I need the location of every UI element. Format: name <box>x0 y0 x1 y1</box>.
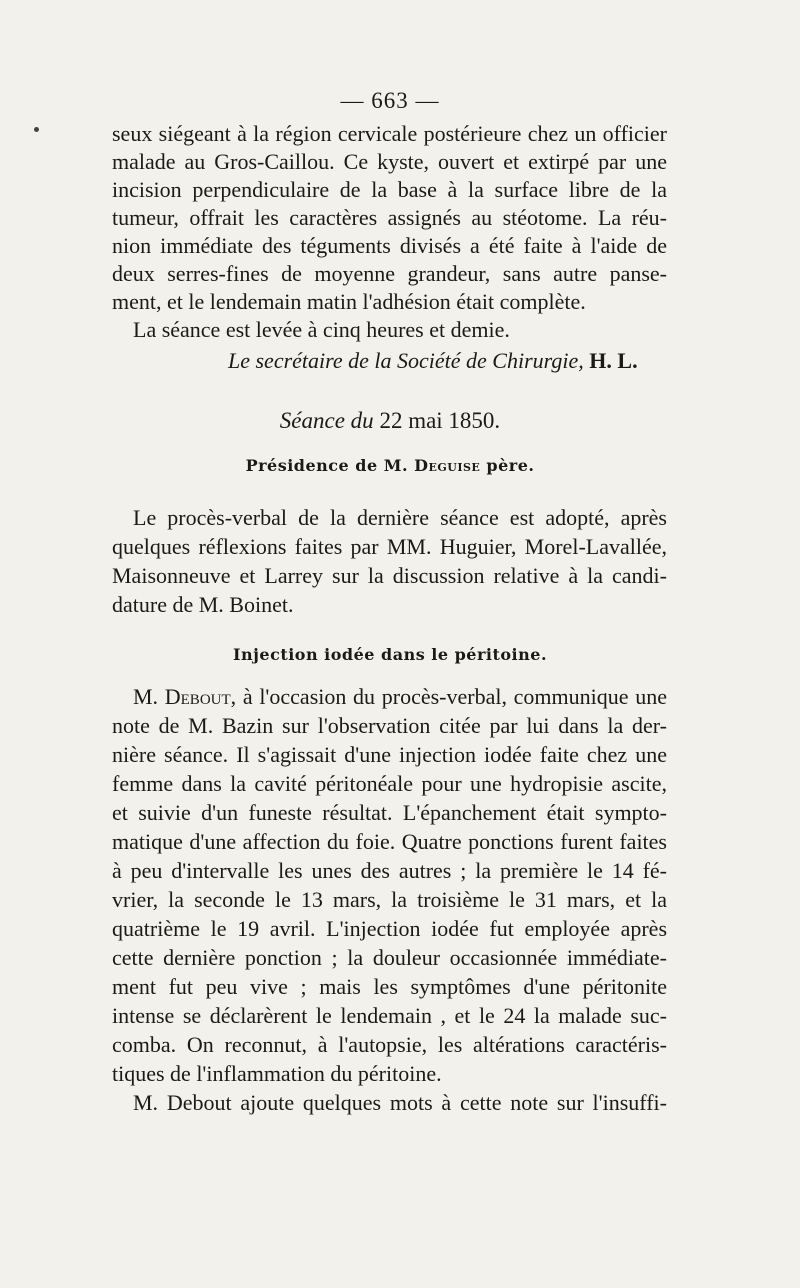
paragraph-line: incision perpendiculaire de la base à la surface libre de la <box>112 177 667 202</box>
page-number: — 663 — <box>340 88 440 113</box>
presidency-prefix: Présidence de <box>245 456 378 475</box>
paragraph-line: tumeur, offrait les caractères assignés au stéotome. La réu- <box>112 205 667 230</box>
presidency-name: M. Deguise <box>383 456 481 475</box>
paragraph-line: cette dernière ponction ; la douleur occasionnée immédiate- <box>112 945 667 970</box>
signature-initials: H. L. <box>589 348 638 373</box>
paragraph-line: nion immédiate des téguments divisés a été faite à l'aide de <box>112 233 667 258</box>
paragraph-line: à peu d'intervalle les unes des autres ; la première le 14 fé- <box>112 858 667 883</box>
paragraph-line: deux serres-fines de moyenne grandeur, sans autre panse- <box>112 261 667 286</box>
paragraph-line: tiques de l'inflammation du péritoine. <box>112 1061 442 1086</box>
signature <box>228 347 638 375</box>
paragraph-line: vrier, la seconde le 13 mars, la troisième le 31 mars, et la <box>112 887 667 912</box>
paragraph-line: Maisonneuve et Larrey sur la discussion relative à la candi- <box>112 563 667 588</box>
section-heading: Injection iodée dans le péritoine. <box>232 645 548 664</box>
paragraph-line: note de M. Bazin sur l'observation citée par lui dans la der- <box>112 713 667 738</box>
paragraph-line: ment, et le lendemain matin l'adhésion était complète. <box>112 289 586 314</box>
paragraph-line: dature de M. Boinet. <box>112 592 294 617</box>
speaker-name: M. Debout <box>133 684 231 709</box>
presidency-line <box>0 452 780 480</box>
session-date: 22 mai 1850. <box>379 408 501 433</box>
closing-line: La séance est levée à cinq heures et demie. <box>133 317 510 342</box>
paragraph-line: nière séance. Il s'agissait d'une injection iodée faite chez une <box>112 742 667 767</box>
paragraph-text: , à l'occasion du procès-verbal, communique une <box>230 684 667 709</box>
paragraph-line: Le procès-verbal de la dernière séance est adopté, après <box>133 505 667 530</box>
paragraph-line: quelques réflexions faites par MM. Huguier, Morel-Lavallée, <box>112 534 667 559</box>
paragraph-line: quatrième le 19 avril. L'injection iodée fut employée après <box>112 916 667 941</box>
paragraph-line: seux siégeant à la région cervicale postérieure chez un officier <box>112 121 667 146</box>
signature-title: Le secrétaire de la Société de Chirurgie, <box>228 348 584 373</box>
paragraph-line: femme dans la cavité péritonéale pour une hydropisie ascite, <box>112 771 667 796</box>
paragraph-line: et suivie d'un funeste résultat. L'épanchement était sympto- <box>112 800 667 825</box>
margin-mark <box>34 127 39 132</box>
paragraph-line: M. Debout ajoute quelques mots à cette note sur l'insuffi- <box>133 1090 667 1115</box>
paragraph-line: intense se déclarèrent le lendemain , et le 24 la malade suc- <box>112 1003 667 1028</box>
paragraph-line: comba. On reconnut, à l'autopsie, les altérations caractéris- <box>112 1032 667 1057</box>
paragraph-line: ment fut peu vive ; mais les symptômes d'une péritonite <box>112 974 667 999</box>
presidency-suffix: père. <box>486 456 535 475</box>
session-title <box>0 407 780 435</box>
session-title-prefix: Séance du <box>279 408 374 433</box>
paragraph-line: matique d'une affection du foie. Quatre ponctions furent faites <box>112 829 667 854</box>
paragraph-line <box>133 683 667 711</box>
paragraph-line: malade au Gros-Caillou. Ce kyste, ouvert et extirpé par une <box>112 149 667 174</box>
